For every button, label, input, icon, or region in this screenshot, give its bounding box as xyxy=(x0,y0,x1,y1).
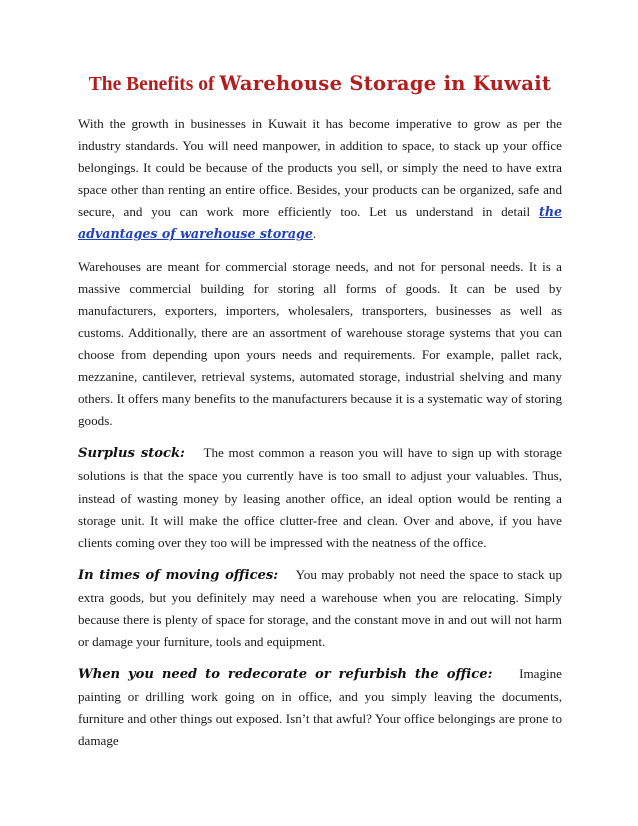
moving-offices-paragraph xyxy=(78,564,562,653)
redecorate-text: Imagine painting or drilling work going on in office, and you simply leaving the documents, furniture and other things out exposed. Isn’t that awful? Your office belongings are prone to damage xyxy=(78,666,562,749)
surplus-stock-paragraph xyxy=(78,442,562,553)
moving-offices-text: You may probably not need the space to stack up extra goods, but you definitely may need a warehouse when you are relocating. Simply because there is plenty of space for storage, and the constant move in and out will not harm or damage your furniture, tools and equipment. xyxy=(78,566,563,650)
surplus-stock-heading: Surplus stock: xyxy=(78,446,185,462)
intro-end: . xyxy=(312,226,317,242)
redecorate-paragraph xyxy=(78,663,562,752)
title-emphasis: Warehouse Storage in Kuwait xyxy=(219,72,552,95)
redecorate-heading: When you need to redecorate or refurbish the office: xyxy=(78,667,493,683)
intro-paragraph xyxy=(78,113,562,246)
intro-text: With the growth in businesses in Kuwait it has become imperative to grow as per the industry standards. You will need manpower, in addition to space, to stack up your office belongings. It could be because of the products you sell, or simply the need to have extra space other than renting an entire office. Besides, your products can be organized, safe and secure, and you can work more efficiently too. Let us understand in detail xyxy=(78,116,562,220)
document-page xyxy=(78,72,562,763)
title-prefix: The Benefits of xyxy=(88,74,220,95)
warehouses-paragraph: Warehouses are meant for commercial storage needs, and not for personal needs. It is a massive commercial building for storing all forms of goods. It can be used by manufacturers, exporters, importers, wholesalers, transporters, businesses as well as customs. Additionally, there are an assortment of warehouse storage systems that you can choose from depending upon yours needs and requirements. For example, pallet rack, mezzanine, cantilever, retrieval systems, automated storage, industrial shelving and many others. It offers many benefits to the manufacturers because it is a systematic way of storing goods. xyxy=(78,258,562,429)
document-title xyxy=(78,72,562,97)
advantages-link[interactable]: the advantages of warehouse storage xyxy=(78,204,562,242)
surplus-stock-text: The most common a reason you will have to sign up with storage solutions is that the space you currently have is too small to adjust your valuables. Thus, instead of wasting money by leasing another office, an ideal option would be renting a storage unit. It will make the office clutter-free and clean. Over and above, if you have clients coming over they too will be impressed with the neatness of the office. xyxy=(78,445,562,550)
moving-offices-heading: In times of moving offices: xyxy=(78,567,279,583)
